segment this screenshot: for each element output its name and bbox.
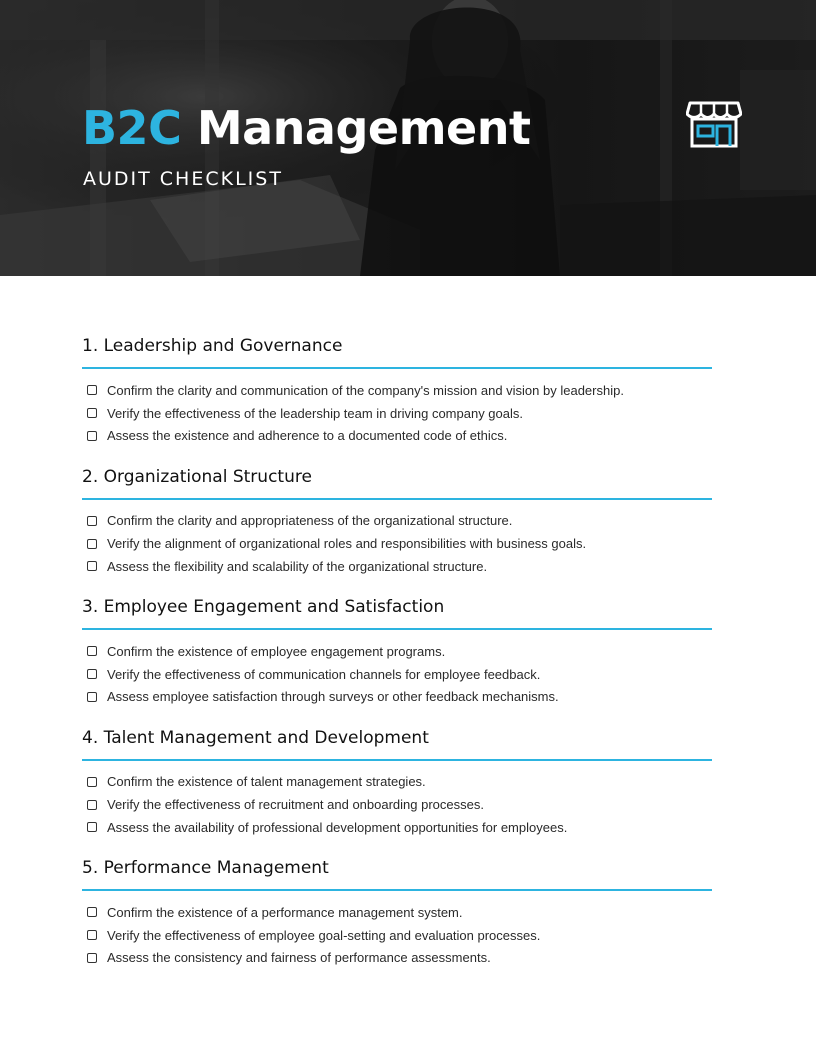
- checkbox[interactable]: [87, 822, 97, 832]
- item-label: Verify the alignment of organizational roles and responsibilities with business goals.: [107, 536, 587, 552]
- section-divider: [82, 367, 712, 369]
- checklist-item: [82, 946, 714, 969]
- title-rest: Management: [196, 101, 531, 155]
- checkbox[interactable]: [87, 408, 97, 418]
- document-subtitle: AUDIT CHECKLIST: [83, 168, 283, 190]
- checkbox[interactable]: [87, 777, 97, 787]
- checkbox[interactable]: [87, 431, 97, 441]
- checklist-item: [82, 555, 714, 578]
- checklist-item: [82, 901, 714, 924]
- checklist-item: [82, 532, 714, 555]
- checklist-item: [82, 816, 714, 839]
- checklist-items: [82, 379, 714, 447]
- section-title: 2. Organizational Structure: [82, 466, 312, 487]
- item-label: Verify the effectiveness of employee goal-setting and evaluation processes.: [107, 927, 541, 943]
- checklist-items: [82, 510, 714, 578]
- item-label: Assess employee satisfaction through surveys or other feedback mechanisms.: [107, 689, 559, 705]
- document-title: [82, 100, 530, 156]
- checkbox[interactable]: [87, 930, 97, 940]
- item-label: Confirm the clarity and appropriateness of the organizational structure.: [107, 513, 513, 529]
- checklist-items: [82, 901, 714, 969]
- section-title: 3. Employee Engagement and Satisfaction: [82, 597, 445, 617]
- checklist-item: [82, 424, 714, 447]
- checkbox[interactable]: [87, 953, 97, 963]
- section-divider: [82, 759, 712, 761]
- checklist-item: [82, 402, 714, 425]
- item-label: Confirm the clarity and communication of the company's mission and vision by leadership.: [107, 382, 624, 398]
- checkbox[interactable]: [87, 539, 97, 549]
- checklist-item: [82, 924, 714, 947]
- checkbox[interactable]: [87, 907, 97, 917]
- section-divider: [82, 628, 712, 630]
- checkbox[interactable]: [87, 669, 97, 679]
- checkbox[interactable]: [87, 516, 97, 526]
- checkbox[interactable]: [87, 800, 97, 810]
- checklist-item: [82, 510, 714, 533]
- item-label: Assess the consistency and fairness of performance assessments.: [107, 950, 491, 966]
- section-talent-management: [82, 722, 714, 853]
- item-label: Verify the effectiveness of the leadership team in driving company goals.: [107, 405, 523, 421]
- checklist-item: [82, 793, 714, 816]
- item-label: Assess the flexibility and scalability of the organizational structure.: [107, 558, 488, 574]
- checklist-item: [82, 663, 714, 686]
- checkbox[interactable]: [87, 561, 97, 571]
- item-label: Confirm the existence of employee engagement programs.: [107, 643, 446, 659]
- checklist-items: [82, 640, 714, 708]
- section-leadership-governance: [82, 330, 714, 461]
- item-label: Verify the effectiveness of recruitment and onboarding processes.: [107, 797, 484, 813]
- section-organizational-structure: [82, 461, 714, 592]
- checklist-item: [82, 771, 714, 794]
- header-banner: [0, 0, 816, 276]
- item-label: Confirm the existence of a performance management system.: [107, 904, 463, 920]
- section-title: 1. Leadership and Governance: [82, 336, 343, 356]
- checklist-items: [82, 771, 714, 839]
- item-label: Assess the availability of professional development opportunities for employees.: [107, 819, 568, 835]
- item-label: Assess the existence and adherence to a documented code of ethics.: [107, 428, 508, 444]
- checklist: [82, 330, 714, 983]
- section-employee-engagement: [82, 591, 714, 722]
- title-accent: B2C: [82, 101, 182, 155]
- checkbox[interactable]: [87, 385, 97, 395]
- checkbox[interactable]: [87, 692, 97, 702]
- checklist-item: [82, 379, 714, 402]
- store-icon: [686, 99, 742, 149]
- section-divider: [82, 498, 712, 500]
- section-title: 5. Performance Management: [82, 858, 329, 878]
- section-title: 4. Talent Management and Development: [82, 727, 429, 748]
- checklist-item: [82, 640, 714, 663]
- checklist-item: [82, 685, 714, 708]
- checkbox[interactable]: [87, 646, 97, 656]
- item-label: Confirm the existence of talent management strategies.: [107, 774, 426, 790]
- item-label: Verify the effectiveness of communication channels for employee feedback.: [107, 666, 541, 682]
- section-performance-management: [82, 852, 714, 983]
- section-divider: [82, 889, 712, 891]
